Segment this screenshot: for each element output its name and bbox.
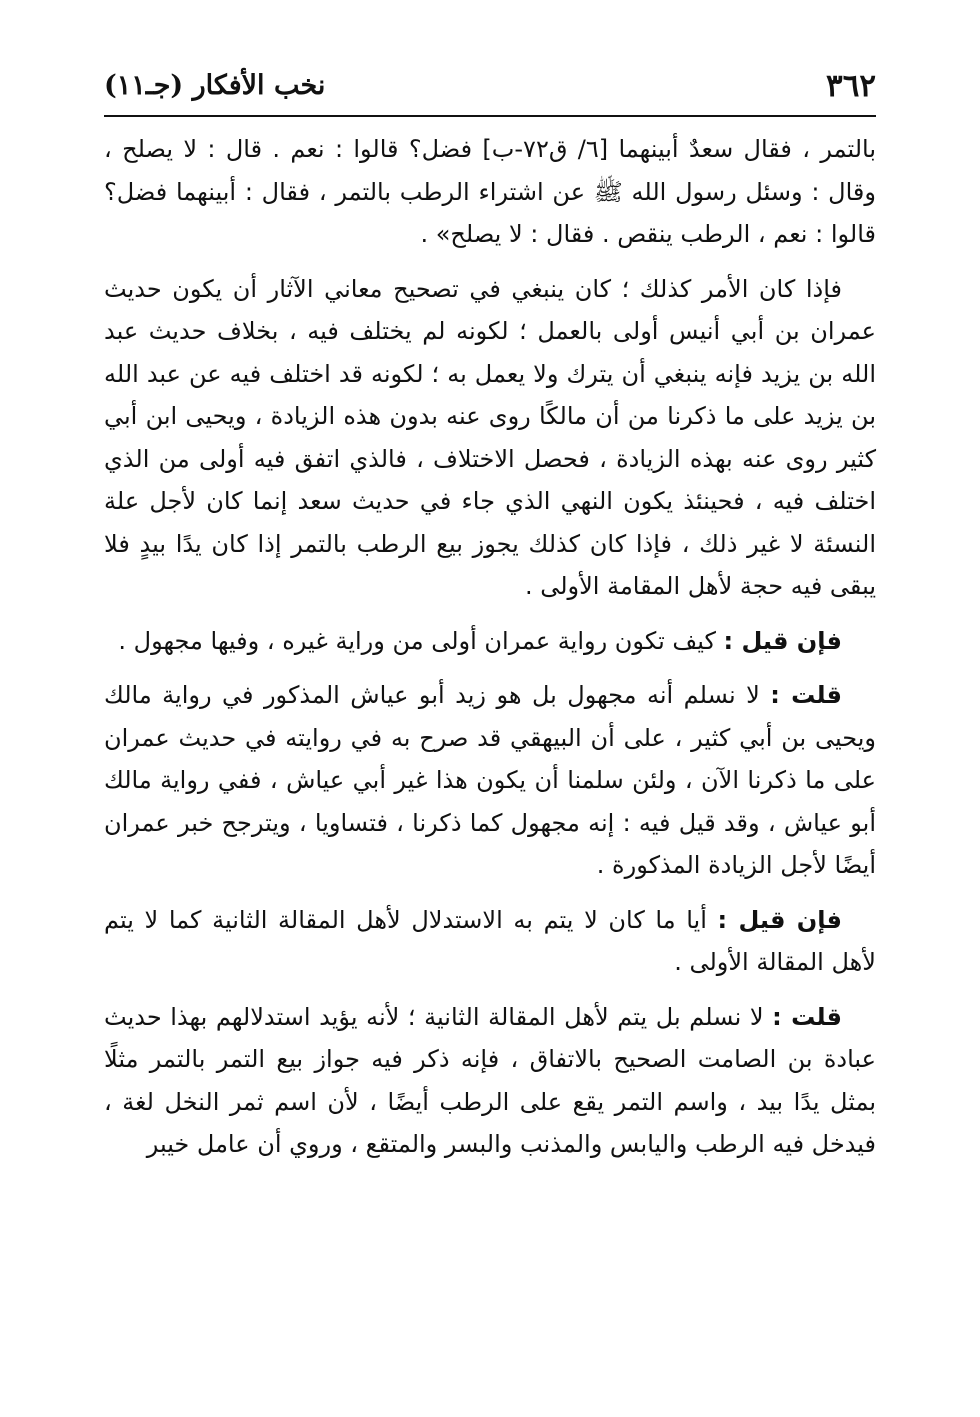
page-header: [104, 66, 876, 110]
paragraph-text: فإذا كان الأمر كذلك ؛ كان ينبغي في تصحيح معاني الآثار أن يكون حديث عمران بن أبي أنيس أولى بالعمل ؛ لكونه لم يختلف فيه ، بخلاف حديث عبد الله بن يزيد فإنه ينبغي أن يترك ولا يعمل به ؛ لكونه قد اختلف فيه عن عبد الله بن يزيد على ما ذكرنا من أن مالكًا روى عنه بدون هذه الزيادة ، ويحيى ابن أبي كثير روى عنه بهذه الزيادة ، فحصل الاختلاف ، فالذي اتفق فيه أولى من الذي اختلف فيه ، فحينئذ يكون النهي الذي جاء في حديث سعد إنما كان لأجل علة النسئة لا غير ذلك ، فإذا كان كذلك يجوز بيع الرطب بالتمر إذا كان يدًا بيدٍ فلا يبقى فيه حجة لأهل المقامة الأولى .: [104, 274, 876, 600]
paragraph: [104, 128, 876, 256]
paragraph-text: كيف تكون رواية عمران أولى من وراية غيره ، وفيها مجهول .: [118, 626, 724, 655]
paragraph: [104, 620, 876, 663]
paragraph-lead: قلت :: [772, 1002, 842, 1031]
page-body: [104, 128, 876, 1178]
paragraph: [104, 996, 876, 1166]
header-rule: [104, 115, 876, 117]
paragraph-lead: قلت :: [770, 681, 842, 709]
paragraph-text: أيا ما كان لا يتم به الاستدلال لأهل المقالة الثانية كما لا يتم لأهل المقالة الأولى .: [104, 905, 876, 976]
paragraph-text: بالتمر ، فقال سعدٌ أبينهما [٦/ ق٧٢-ب] فضل؟ قالوا : نعم . قال : لا يصلح ، وقال : وسئل رسول الله ﷺ عن اشتراء الرطب بالتمر ، فقال : أبينهما فضل؟ قالوا : نعم ، الرطب ينقص . فقال : لا يصلح» .: [104, 135, 877, 248]
paragraph-text: لا نسلم أنه مجهول بل هو زيد أبو عياش المذكور في رواية مالك ويحيى بن أبي كثير ، على أن البيهقي قد صرح به في روايته في حديث عمران على ما ذكرنا الآن ، ولئن سلمنا أن يكون هذا غير أبي عياش ، ففي رواية مالك أبو عياش ، وقد قيل فيه : إنه مجهول كما ذكرنا ، فتساويا ، ويترجح خبر عمران أيضًا لأجل الزيادة المذكورة .: [104, 681, 876, 879]
paragraph-lead: فإن قيل :: [717, 905, 843, 934]
paragraph: [104, 899, 876, 984]
paragraph-lead: فإن قيل :: [723, 626, 842, 655]
page-number: ٣٦٢: [826, 68, 876, 104]
paragraph-text: لا نسلم بل يتم لأهل المقالة الثانية ؛ لأنه يؤيد استدلالهم بهذا حديث عبادة بن الصامت الصحيح بالاتفاق ، فإنه ذكر فيه جواز بيع التمر بالتمر مثلًا بمثل يدًا بيد ، واسم التمر يقع على الرطب أيضًا ، لأن اسم ثمر النخل لغة ، فيدخل فيه الرطب واليابس والمذنب والبسر والمتقع ، وروي أن عامل خيبر: [104, 1002, 876, 1158]
paragraph: [104, 268, 876, 608]
running-title: نخب الأفكار (جـ١١): [104, 70, 326, 101]
paragraph: [104, 674, 876, 887]
